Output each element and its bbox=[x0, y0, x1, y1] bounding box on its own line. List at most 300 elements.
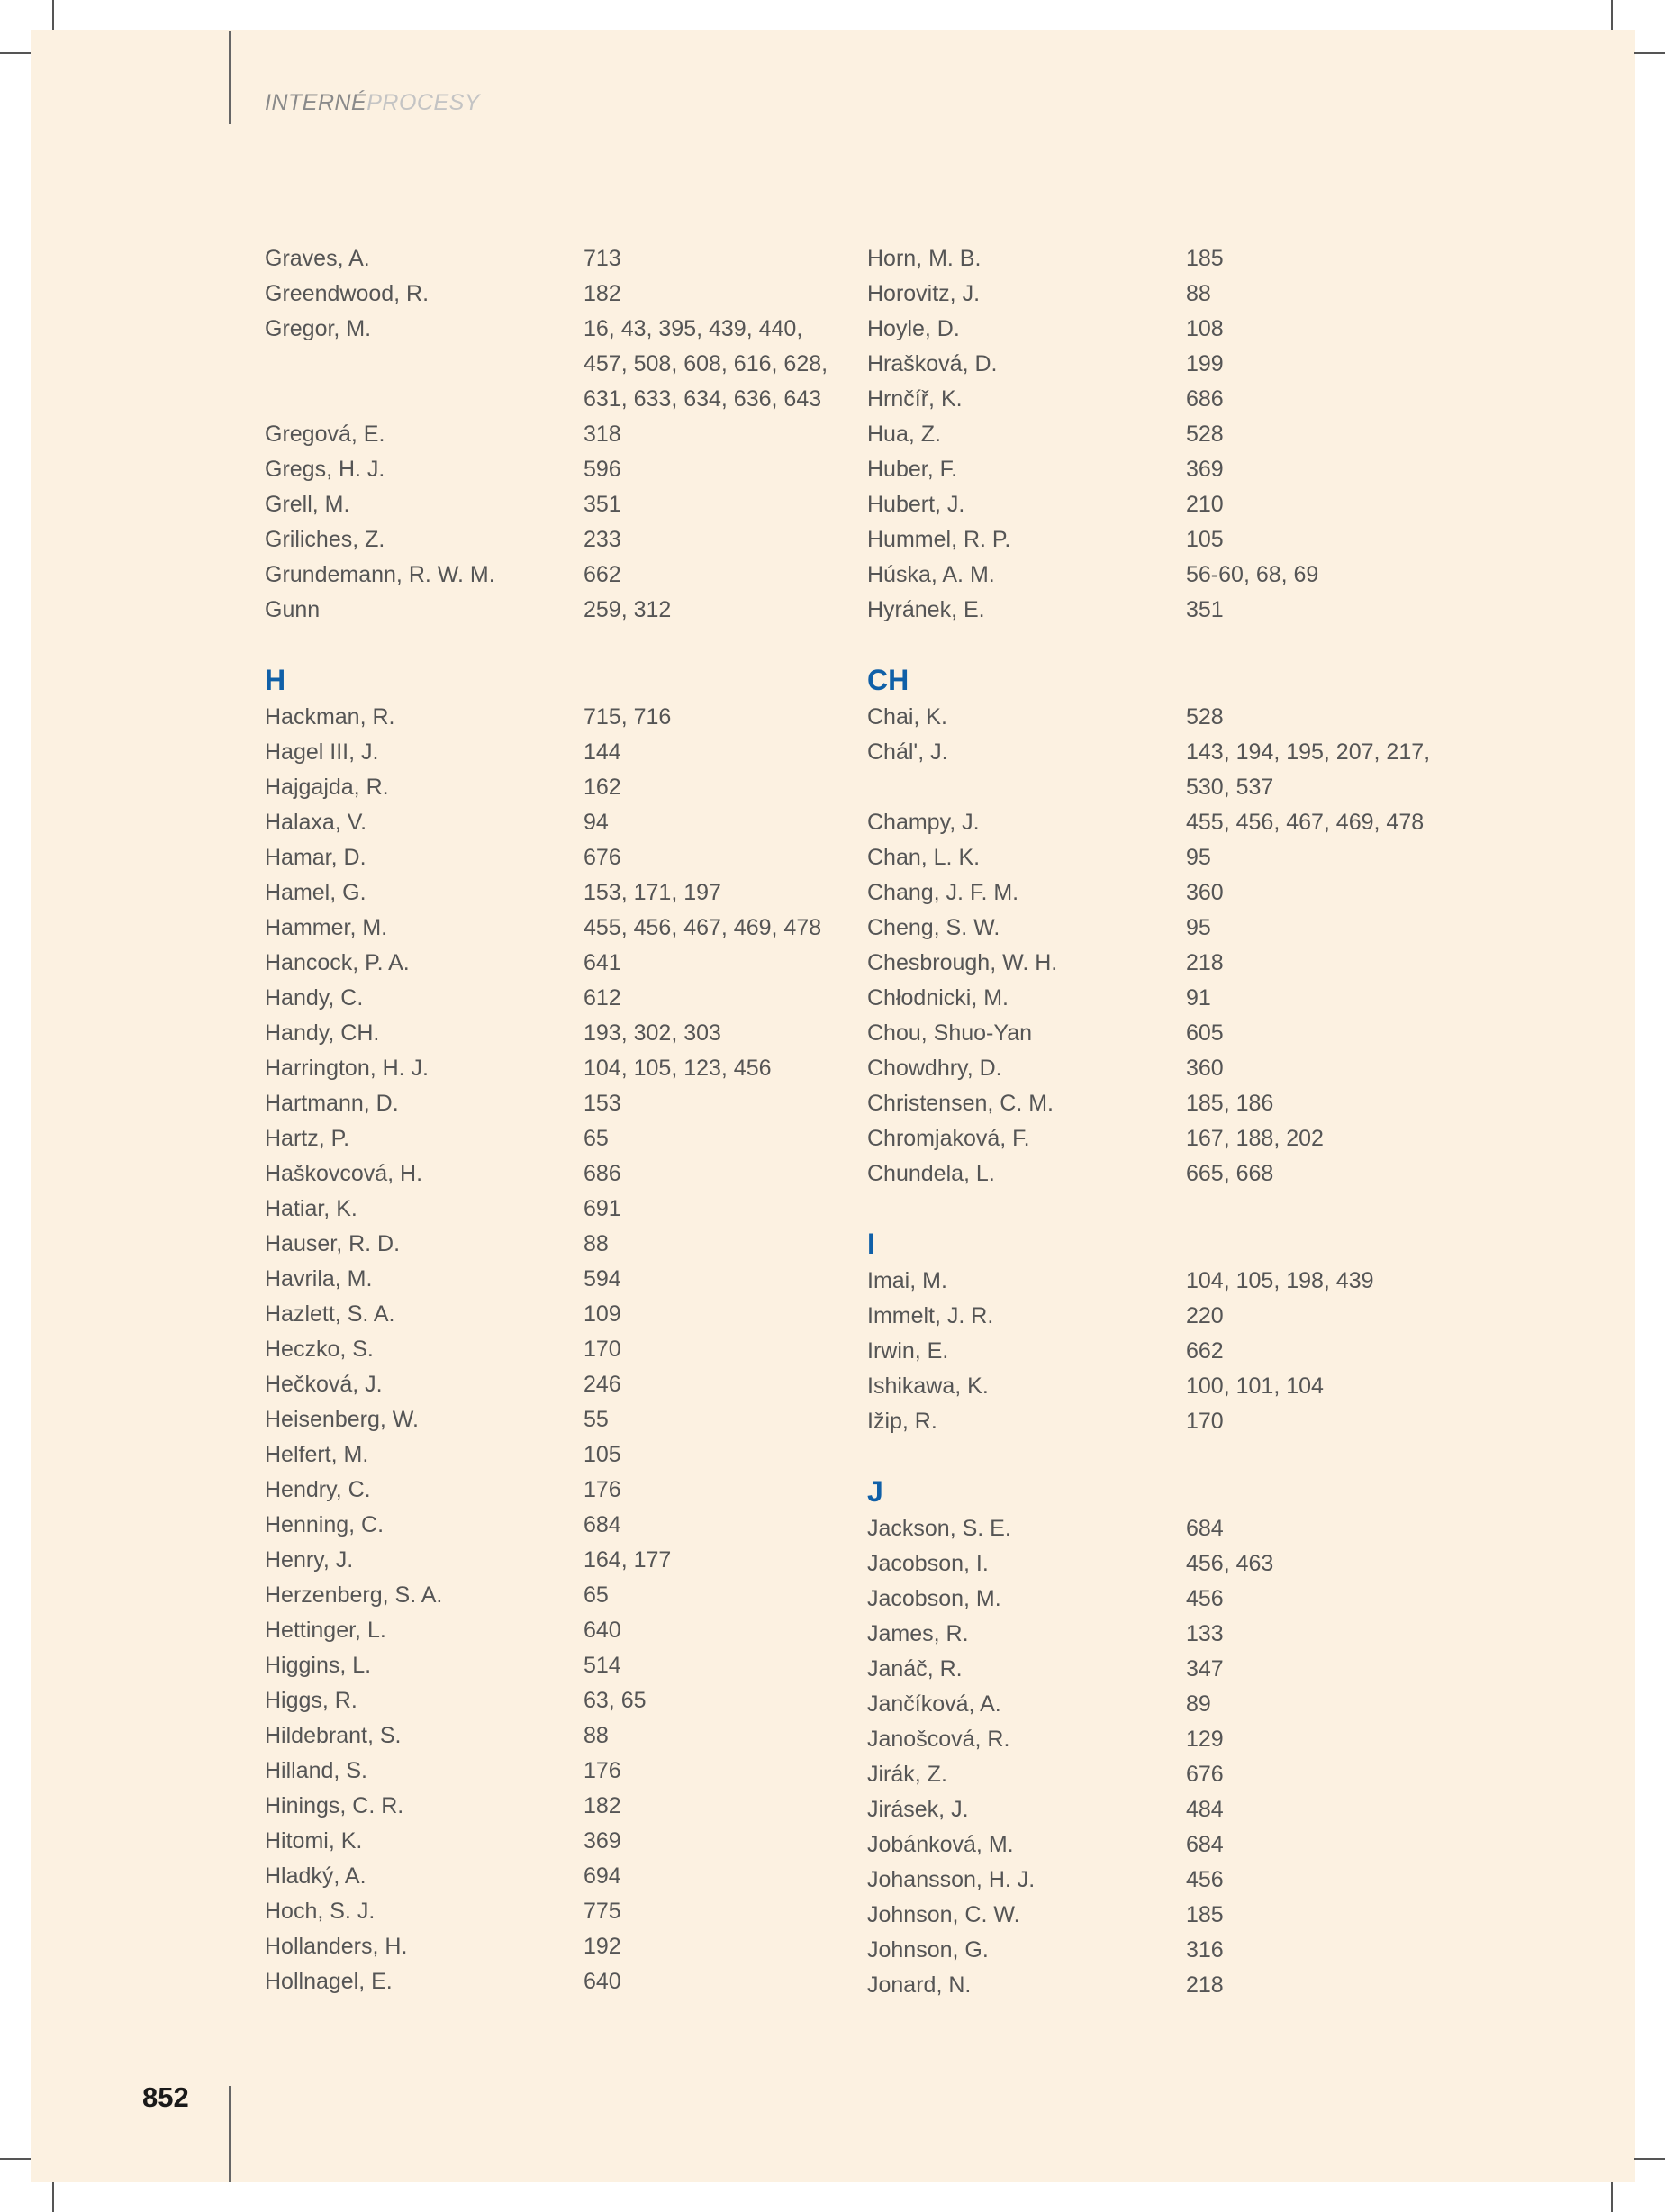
entry-pages bbox=[584, 1824, 845, 1859]
page-ref-line: 676 bbox=[1186, 1762, 1224, 1787]
index-entry bbox=[265, 593, 841, 628]
entry-name: Chang, J. F. M. bbox=[867, 880, 1019, 905]
entry-pages bbox=[584, 1437, 845, 1473]
entry-pages bbox=[584, 1648, 845, 1683]
index-entry bbox=[265, 1086, 841, 1121]
index-entry bbox=[867, 700, 1443, 735]
entry-pages bbox=[1186, 1299, 1447, 1334]
entry-name: Harrington, H. J. bbox=[265, 1056, 430, 1081]
index-entry bbox=[867, 1511, 1443, 1546]
page-ref-line: 192 bbox=[584, 1934, 621, 1959]
page-ref-line: 153 bbox=[584, 1091, 621, 1116]
index-entry bbox=[265, 1648, 841, 1683]
header-part1: INTERNÉ bbox=[265, 90, 367, 115]
entry-pages bbox=[1186, 487, 1447, 522]
entry-pages bbox=[584, 911, 845, 946]
index-entry bbox=[265, 1051, 841, 1086]
index-entry bbox=[867, 1051, 1443, 1086]
entry-name: Hagel III, J. bbox=[265, 739, 379, 765]
page-ref-line: 713 bbox=[584, 246, 621, 271]
index-entry bbox=[867, 522, 1443, 558]
entry-pages bbox=[1186, 840, 1447, 875]
index-entry bbox=[867, 1546, 1443, 1582]
entry-name: Hrašková, D. bbox=[867, 351, 998, 376]
index-entry bbox=[867, 1933, 1443, 1968]
page-ref-line: 133 bbox=[1186, 1621, 1224, 1646]
index-entry bbox=[265, 700, 841, 735]
crop-mark bbox=[1611, 2182, 1613, 2212]
index-entry bbox=[867, 241, 1443, 276]
entry-name: Hendry, C. bbox=[265, 1477, 371, 1502]
index-entry bbox=[867, 1652, 1443, 1687]
index-entry bbox=[265, 558, 841, 593]
index-column-left bbox=[265, 241, 841, 1999]
page-ref-line: 63, 65 bbox=[584, 1688, 647, 1713]
page-ref-line: 455, 456, 467, 469, 478 bbox=[584, 915, 822, 940]
entry-pages bbox=[1186, 1757, 1447, 1792]
index-column-right bbox=[867, 241, 1443, 2003]
entry-pages bbox=[1186, 735, 1447, 805]
entry-pages bbox=[584, 1613, 845, 1648]
page-ref-line: 665, 668 bbox=[1186, 1161, 1274, 1186]
page-ref-line: 162 bbox=[584, 775, 621, 800]
entry-name: Jirák, Z. bbox=[867, 1762, 947, 1787]
page-ref-line: 164, 177 bbox=[584, 1547, 672, 1573]
page-ref-line: 91 bbox=[1186, 985, 1211, 1011]
index-entry bbox=[265, 1016, 841, 1051]
entry-pages bbox=[584, 241, 845, 276]
entry-pages bbox=[584, 1192, 845, 1227]
page-ref-line: 89 bbox=[1186, 1691, 1211, 1717]
entry-pages bbox=[1186, 1617, 1447, 1652]
index-entry bbox=[867, 1968, 1443, 2003]
index-entry bbox=[867, 911, 1443, 946]
letter-heading: H bbox=[265, 664, 286, 696]
entry-name: Chesbrough, W. H. bbox=[867, 950, 1058, 975]
entry-pages bbox=[584, 1718, 845, 1754]
entry-pages bbox=[1186, 452, 1447, 487]
index-entry bbox=[265, 1824, 841, 1859]
page-ref-line: 347 bbox=[1186, 1656, 1224, 1682]
page-ref-line: 456, 463 bbox=[1186, 1551, 1274, 1576]
entry-name: Jirásek, J. bbox=[867, 1797, 969, 1822]
entry-name: Janáč, R. bbox=[867, 1656, 963, 1682]
page-ref-line: 210 bbox=[1186, 492, 1224, 517]
index-entry bbox=[265, 487, 841, 522]
entry-pages bbox=[584, 1227, 845, 1262]
page-ref-line: 182 bbox=[584, 1793, 621, 1818]
index-entry bbox=[867, 735, 1443, 805]
page-ref-line: 193, 302, 303 bbox=[584, 1020, 721, 1046]
index-entry bbox=[867, 558, 1443, 593]
footer-rule bbox=[229, 2086, 231, 2182]
index-entry bbox=[867, 1687, 1443, 1722]
entry-pages bbox=[1186, 1086, 1447, 1121]
page-ref-line: 65 bbox=[584, 1582, 609, 1608]
entry-pages bbox=[584, 1086, 845, 1121]
entry-name: Húska, A. M. bbox=[867, 562, 995, 587]
crop-mark bbox=[1634, 2158, 1665, 2160]
entry-pages bbox=[584, 276, 845, 312]
index-entry bbox=[265, 1613, 841, 1648]
index-entry bbox=[867, 312, 1443, 347]
page-ref-line: 640 bbox=[584, 1618, 621, 1643]
entry-name: Griliches, Z. bbox=[265, 527, 385, 552]
index-entry bbox=[867, 417, 1443, 452]
entry-name: Higgs, R. bbox=[265, 1688, 357, 1713]
entry-name: Cheng, S. W. bbox=[867, 915, 1000, 940]
entry-name: Hyránek, E. bbox=[867, 597, 985, 622]
entry-name: Hollanders, H. bbox=[265, 1934, 408, 1959]
entry-pages bbox=[584, 1859, 845, 1894]
entry-name: Hummel, R. P. bbox=[867, 527, 1011, 552]
index-entry bbox=[867, 1156, 1443, 1192]
page-ref-line: 351 bbox=[584, 492, 621, 517]
entry-name: Chál', J. bbox=[867, 739, 948, 765]
entry-name: Hamar, D. bbox=[265, 845, 366, 870]
page-ref-line: 514 bbox=[584, 1653, 621, 1678]
index-entry bbox=[867, 1722, 1443, 1757]
entry-name: Gunn bbox=[265, 597, 321, 622]
index-entry bbox=[265, 840, 841, 875]
page-ref-line: 199 bbox=[1186, 351, 1224, 376]
page-ref-line: 596 bbox=[584, 457, 621, 482]
page-ref-line: 105 bbox=[584, 1442, 621, 1467]
page-ref-line: 457, 508, 608, 616, 628, bbox=[584, 351, 828, 376]
index-entry bbox=[867, 1582, 1443, 1617]
page-ref-line: 456 bbox=[1186, 1867, 1224, 1892]
entry-name: James, R. bbox=[867, 1621, 969, 1646]
page-ref-line: 455, 456, 467, 469, 478 bbox=[1186, 810, 1425, 835]
entry-name: Helfert, M. bbox=[265, 1442, 369, 1467]
entry-name: Johansson, H. J. bbox=[867, 1867, 1036, 1892]
page-ref-line: 109 bbox=[584, 1301, 621, 1327]
entry-name: Horn, M. B. bbox=[867, 246, 982, 271]
entry-name: Chłodnicki, M. bbox=[867, 985, 1009, 1011]
entry-pages bbox=[1186, 1264, 1447, 1299]
index-entry bbox=[265, 312, 841, 417]
index-entry bbox=[867, 840, 1443, 875]
letter-heading: J bbox=[867, 1475, 883, 1508]
entry-name: Hauser, R. D. bbox=[265, 1231, 401, 1256]
index-entry bbox=[265, 735, 841, 770]
page-ref-line: 605 bbox=[1186, 1020, 1224, 1046]
entry-name: Hamel, G. bbox=[265, 880, 366, 905]
header-rule bbox=[229, 31, 231, 124]
page-ref-line: 95 bbox=[1186, 845, 1211, 870]
page-ref-line: 176 bbox=[584, 1477, 621, 1502]
page-number: 852 bbox=[142, 2081, 189, 2113]
entry-pages bbox=[584, 1367, 845, 1402]
page-ref-line: 246 bbox=[584, 1372, 621, 1397]
index-entry bbox=[265, 1929, 841, 1964]
entry-name: Hoch, S. J. bbox=[265, 1899, 376, 1924]
entry-name: Hrnčíř, K. bbox=[867, 386, 963, 412]
page-ref-line: 259, 312 bbox=[584, 597, 672, 622]
entry-name: Hatiar, K. bbox=[265, 1196, 357, 1221]
page-ref-line: 218 bbox=[1186, 1972, 1224, 1998]
index-entry bbox=[265, 946, 841, 981]
entry-name: Jacobson, M. bbox=[867, 1586, 1001, 1611]
entry-pages bbox=[584, 840, 845, 875]
entry-name: Hinings, C. R. bbox=[265, 1793, 404, 1818]
entry-name: Hazlett, S. A. bbox=[265, 1301, 395, 1327]
entry-pages bbox=[1186, 1582, 1447, 1617]
index-entry bbox=[265, 1227, 841, 1262]
entry-pages bbox=[1186, 1898, 1447, 1933]
index-entry bbox=[867, 1827, 1443, 1863]
entry-pages bbox=[1186, 1933, 1447, 1968]
entry-name: Christensen, C. M. bbox=[867, 1091, 1054, 1116]
index-entry bbox=[265, 1332, 841, 1367]
entry-name: Heisenberg, W. bbox=[265, 1407, 419, 1432]
entry-name: Grell, M. bbox=[265, 492, 350, 517]
entry-pages bbox=[584, 487, 845, 522]
page-ref-line: 65 bbox=[584, 1126, 609, 1151]
entry-pages bbox=[1186, 382, 1447, 417]
entry-pages bbox=[584, 1929, 845, 1964]
page-ref-line: 640 bbox=[584, 1969, 621, 1994]
entry-name: Horovitz, J. bbox=[867, 281, 981, 306]
entry-name: Hajgajda, R. bbox=[265, 775, 389, 800]
entry-pages bbox=[1186, 1827, 1447, 1863]
entry-name: Halaxa, V. bbox=[265, 810, 367, 835]
entry-name: Chai, K. bbox=[867, 704, 947, 730]
crop-mark bbox=[52, 2182, 54, 2212]
entry-name: Johnson, C. W. bbox=[867, 1902, 1020, 1927]
index-entry bbox=[867, 276, 1443, 312]
page-ref-line: 143, 194, 195, 207, 217, bbox=[1186, 739, 1431, 765]
entry-pages bbox=[584, 1156, 845, 1192]
index-entry bbox=[265, 1262, 841, 1297]
index-entry bbox=[867, 1898, 1443, 1933]
entry-pages bbox=[584, 1016, 845, 1051]
entry-pages bbox=[584, 946, 845, 981]
letter-heading: CH bbox=[867, 664, 909, 696]
entry-name: Jobánková, M. bbox=[867, 1832, 1014, 1857]
index-entry bbox=[265, 911, 841, 946]
entry-pages bbox=[584, 1964, 845, 1999]
page-ref-line: 170 bbox=[1186, 1409, 1224, 1434]
page-ref-line: 176 bbox=[584, 1758, 621, 1783]
page-ref-line: 694 bbox=[584, 1863, 621, 1889]
index-entry bbox=[265, 1156, 841, 1192]
index-entry bbox=[867, 1264, 1443, 1299]
entry-pages bbox=[584, 1473, 845, 1508]
page-ref-line: 631, 633, 634, 636, 643 bbox=[584, 386, 822, 412]
entry-pages bbox=[1186, 1687, 1447, 1722]
crop-mark bbox=[52, 0, 54, 30]
page-ref-line: 594 bbox=[584, 1266, 621, 1292]
entry-name: Jančíková, A. bbox=[867, 1691, 1001, 1717]
entry-pages bbox=[584, 593, 845, 628]
entry-name: Hečková, J. bbox=[265, 1372, 383, 1397]
entry-pages bbox=[584, 1508, 845, 1543]
index-entry bbox=[867, 1121, 1443, 1156]
entry-pages bbox=[1186, 1051, 1447, 1086]
entry-name: Hackman, R. bbox=[265, 704, 395, 730]
crop-mark bbox=[0, 2158, 31, 2160]
entry-name: Chan, L. K. bbox=[867, 845, 981, 870]
page-ref-line: 684 bbox=[1186, 1516, 1224, 1541]
page-ref-line: 104, 105, 123, 456 bbox=[584, 1056, 772, 1081]
crop-mark bbox=[1611, 0, 1613, 30]
index-entry bbox=[265, 276, 841, 312]
entry-pages bbox=[1186, 1121, 1447, 1156]
entry-name: Graves, A. bbox=[265, 246, 370, 271]
page-ref-line: 185 bbox=[1186, 1902, 1224, 1927]
index-entry bbox=[265, 805, 841, 840]
index-entry bbox=[867, 1617, 1443, 1652]
entry-pages bbox=[584, 417, 845, 452]
entry-name: Gregová, E. bbox=[265, 422, 385, 447]
index-entry bbox=[867, 1404, 1443, 1439]
entry-name: Ishikawa, K. bbox=[867, 1373, 989, 1399]
index-entry bbox=[265, 452, 841, 487]
entry-name: Handy, CH. bbox=[265, 1020, 380, 1046]
page-ref-line: 100, 101, 104 bbox=[1186, 1373, 1324, 1399]
entry-name: Handy, C. bbox=[265, 985, 364, 1011]
index-entry bbox=[265, 875, 841, 911]
entry-name: Johnson, G. bbox=[867, 1937, 989, 1963]
entry-name: Hubert, J. bbox=[867, 492, 965, 517]
page-ref-line: 691 bbox=[584, 1196, 621, 1221]
index-entry bbox=[265, 1964, 841, 1999]
index-entry bbox=[265, 1683, 841, 1718]
entry-name: Grundemann, R. W. M. bbox=[265, 562, 495, 587]
entry-pages bbox=[1186, 946, 1447, 981]
header-part2: PROCESY bbox=[366, 90, 480, 115]
entry-name: Hildebrant, S. bbox=[265, 1723, 402, 1748]
entry-name: Jacobson, I. bbox=[867, 1551, 989, 1576]
page-ref-line: 484 bbox=[1186, 1797, 1224, 1822]
index-entry bbox=[867, 347, 1443, 382]
entry-pages bbox=[1186, 1404, 1447, 1439]
entry-pages bbox=[1186, 981, 1447, 1016]
entry-pages bbox=[584, 1543, 845, 1578]
page-ref-line: 182 bbox=[584, 281, 621, 306]
crop-mark bbox=[0, 52, 31, 54]
page-ref-line: 715, 716 bbox=[584, 704, 672, 730]
entry-name: Haškovcová, H. bbox=[265, 1161, 423, 1186]
page-ref-line: 528 bbox=[1186, 422, 1224, 447]
page-ref-line: 686 bbox=[584, 1161, 621, 1186]
page-ref-line: 686 bbox=[1186, 386, 1224, 412]
index-entry bbox=[265, 1121, 841, 1156]
page-ref-line: 530, 537 bbox=[1186, 775, 1274, 800]
entry-pages bbox=[584, 1297, 845, 1332]
entry-name: Herzenberg, S. A. bbox=[265, 1582, 443, 1608]
page-ref-line: 167, 188, 202 bbox=[1186, 1126, 1324, 1151]
entry-pages bbox=[584, 770, 845, 805]
entry-pages bbox=[1186, 558, 1447, 593]
entry-name: Chundela, L. bbox=[867, 1161, 995, 1186]
page-ref-line: 185, 186 bbox=[1186, 1091, 1274, 1116]
entry-pages bbox=[1186, 1722, 1447, 1757]
entry-pages bbox=[1186, 1652, 1447, 1687]
index-entry bbox=[867, 946, 1443, 981]
page-ref-line: 95 bbox=[1186, 915, 1211, 940]
entry-pages bbox=[1186, 312, 1447, 347]
running-header bbox=[265, 90, 480, 116]
page-ref-line: 676 bbox=[584, 845, 621, 870]
entry-pages bbox=[1186, 700, 1447, 735]
entry-name: Hettinger, L. bbox=[265, 1618, 386, 1643]
page-ref-line: 144 bbox=[584, 739, 621, 765]
entry-name: Hua, Z. bbox=[867, 422, 941, 447]
index-entry bbox=[265, 1754, 841, 1789]
entry-pages bbox=[1186, 417, 1447, 452]
index-entry bbox=[867, 1757, 1443, 1792]
entry-pages bbox=[584, 312, 845, 417]
entry-name: Higgins, L. bbox=[265, 1653, 372, 1678]
entry-name: Champy, J. bbox=[867, 810, 980, 835]
index-entry bbox=[265, 522, 841, 558]
page-ref-line: 528 bbox=[1186, 704, 1224, 730]
entry-pages bbox=[584, 981, 845, 1016]
page-ref-line: 233 bbox=[584, 527, 621, 552]
entry-name: Huber, F. bbox=[867, 457, 958, 482]
index-entry bbox=[867, 1334, 1443, 1369]
page-ref-line: 316 bbox=[1186, 1937, 1224, 1963]
page-ref-line: 662 bbox=[1186, 1338, 1224, 1364]
entry-name: Hitomi, K. bbox=[265, 1828, 363, 1854]
entry-pages bbox=[584, 558, 845, 593]
page-ref-line: 360 bbox=[1186, 1056, 1224, 1081]
entry-name: Jonard, N. bbox=[867, 1972, 972, 1998]
entry-name: Ižip, R. bbox=[867, 1409, 937, 1434]
page-ref-line: 108 bbox=[1186, 316, 1224, 341]
entry-name: Chowdhry, D. bbox=[867, 1056, 1002, 1081]
entry-pages bbox=[1186, 911, 1447, 946]
entry-pages bbox=[1186, 1156, 1447, 1192]
entry-pages bbox=[584, 1402, 845, 1437]
index-entry bbox=[265, 1437, 841, 1473]
page-ref-line: 662 bbox=[584, 562, 621, 587]
entry-pages bbox=[1186, 805, 1447, 840]
entry-pages bbox=[584, 1332, 845, 1367]
entry-name: Hollnagel, E. bbox=[265, 1969, 393, 1994]
index-entry bbox=[265, 1473, 841, 1508]
index-entry bbox=[867, 1792, 1443, 1827]
page-ref-line: 170 bbox=[584, 1337, 621, 1362]
page-ref-line: 612 bbox=[584, 985, 621, 1011]
letter-heading: I bbox=[867, 1228, 875, 1260]
entry-pages bbox=[584, 735, 845, 770]
entry-pages bbox=[1186, 276, 1447, 312]
entry-pages bbox=[1186, 1369, 1447, 1404]
entry-pages bbox=[584, 1754, 845, 1789]
index-entry bbox=[265, 1578, 841, 1613]
page-ref-line: 153, 171, 197 bbox=[584, 880, 721, 905]
index-entry bbox=[265, 770, 841, 805]
page-ref-line: 684 bbox=[1186, 1832, 1224, 1857]
index-entry bbox=[265, 1859, 841, 1894]
page-ref-line: 185 bbox=[1186, 246, 1224, 271]
page-ref-line: 220 bbox=[1186, 1303, 1224, 1328]
page-ref-line: 88 bbox=[584, 1723, 609, 1748]
entry-pages bbox=[1186, 593, 1447, 628]
entry-pages bbox=[584, 1894, 845, 1929]
index-entry bbox=[867, 1086, 1443, 1121]
entry-pages bbox=[584, 1121, 845, 1156]
page-ref-line: 775 bbox=[584, 1899, 621, 1924]
entry-pages bbox=[584, 700, 845, 735]
entry-pages bbox=[1186, 1334, 1447, 1369]
index-entry bbox=[265, 241, 841, 276]
index-entry bbox=[265, 1367, 841, 1402]
crop-mark bbox=[1634, 52, 1665, 54]
